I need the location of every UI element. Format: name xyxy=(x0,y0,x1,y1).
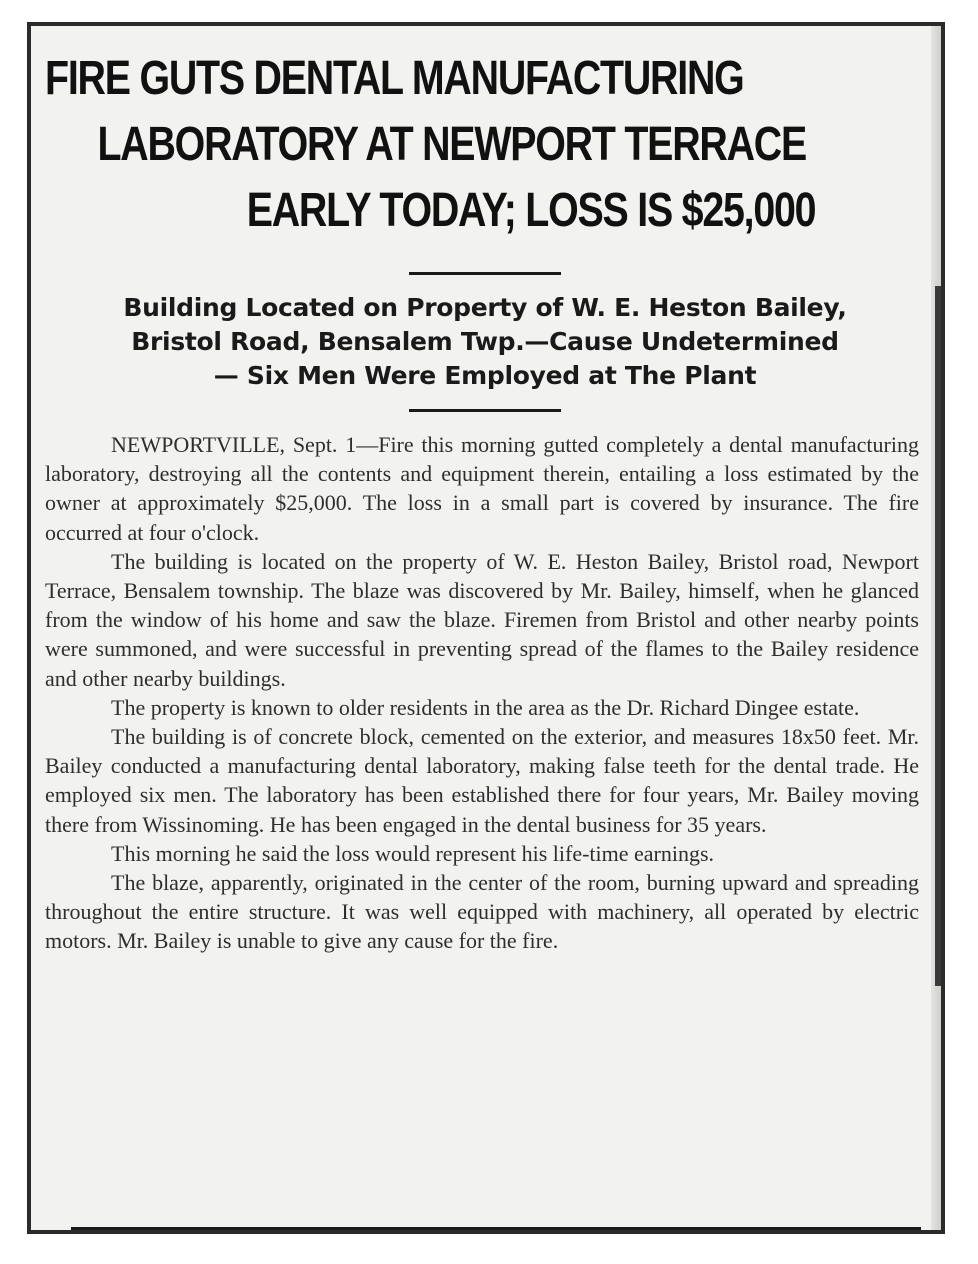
headline-line-1: FIRE GUTS DENTAL MANUFACTURING xyxy=(45,52,744,105)
article-body xyxy=(45,430,925,956)
paragraph: The property is known to older residents in the area as the Dr. Richard Dingee estate. xyxy=(111,694,860,720)
headline-divider xyxy=(409,272,561,275)
subheadline xyxy=(45,291,925,393)
paragraph: The building is of concrete block, cemented on the exterior, and measures 18x50 feet. Mr. Bailey conducted a manufacturing dental laboratory, making false teeth for the dental trade. He employed six men. The laboratory has been established there for four years, Mr. Bailey moving there from Wissinoming. He has been engaged in the dental business for 35 years. xyxy=(45,724,919,837)
clipping-edge-shadow xyxy=(935,286,941,986)
bottom-rule xyxy=(71,1227,921,1230)
paragraph: NEWPORTVILLE, Sept. 1—Fire this morning gutted completely a dental manufacturing laboratory, destroying all the contents and equipment therein, entailing a loss estimated by the owner at approximately $25,000. The loss in a small part is covered by insurance. The fire occurred at four o'clock. xyxy=(45,432,919,545)
paragraph: This morning he said the loss would represent his life-time earnings. xyxy=(111,840,715,866)
subheadline-line-3: — Six Men Were Employed at The Plant xyxy=(213,361,757,390)
headline-line-2: LABORATORY AT NEWPORT TERRACE xyxy=(97,118,806,171)
subheadline-line-1: Building Located on Property of W. E. Heston Bailey, xyxy=(123,293,847,322)
newspaper-clipping xyxy=(27,22,945,1234)
headline-line-3: EARLY TODAY; LOSS IS $25,000 xyxy=(246,184,816,237)
paragraph: The blaze, apparently, originated in the center of the room, burning upward and spreading throughout the entire structure. It was well equipped with machinery, all operated by electric motors. Mr. Bailey is unable to give any cause for the fire. xyxy=(45,870,919,954)
subheadline-divider xyxy=(409,409,561,412)
subheadline-line-2: Bristol Road, Bensalem Twp.—Cause Undetermined xyxy=(131,327,839,356)
headline xyxy=(45,46,927,244)
paragraph: The building is located on the property of W. E. Heston Bailey, Bristol road, Newport Terrace, Bensalem township. The blaze was discovered by Mr. Bailey, himself, when he glanced from the window of his home and saw the blaze. Firemen from Bristol and other nearby points were summoned, and were successful in preventing spread of the flames to the Bailey residence and other nearby buildings. xyxy=(45,548,919,691)
article xyxy=(45,46,925,956)
